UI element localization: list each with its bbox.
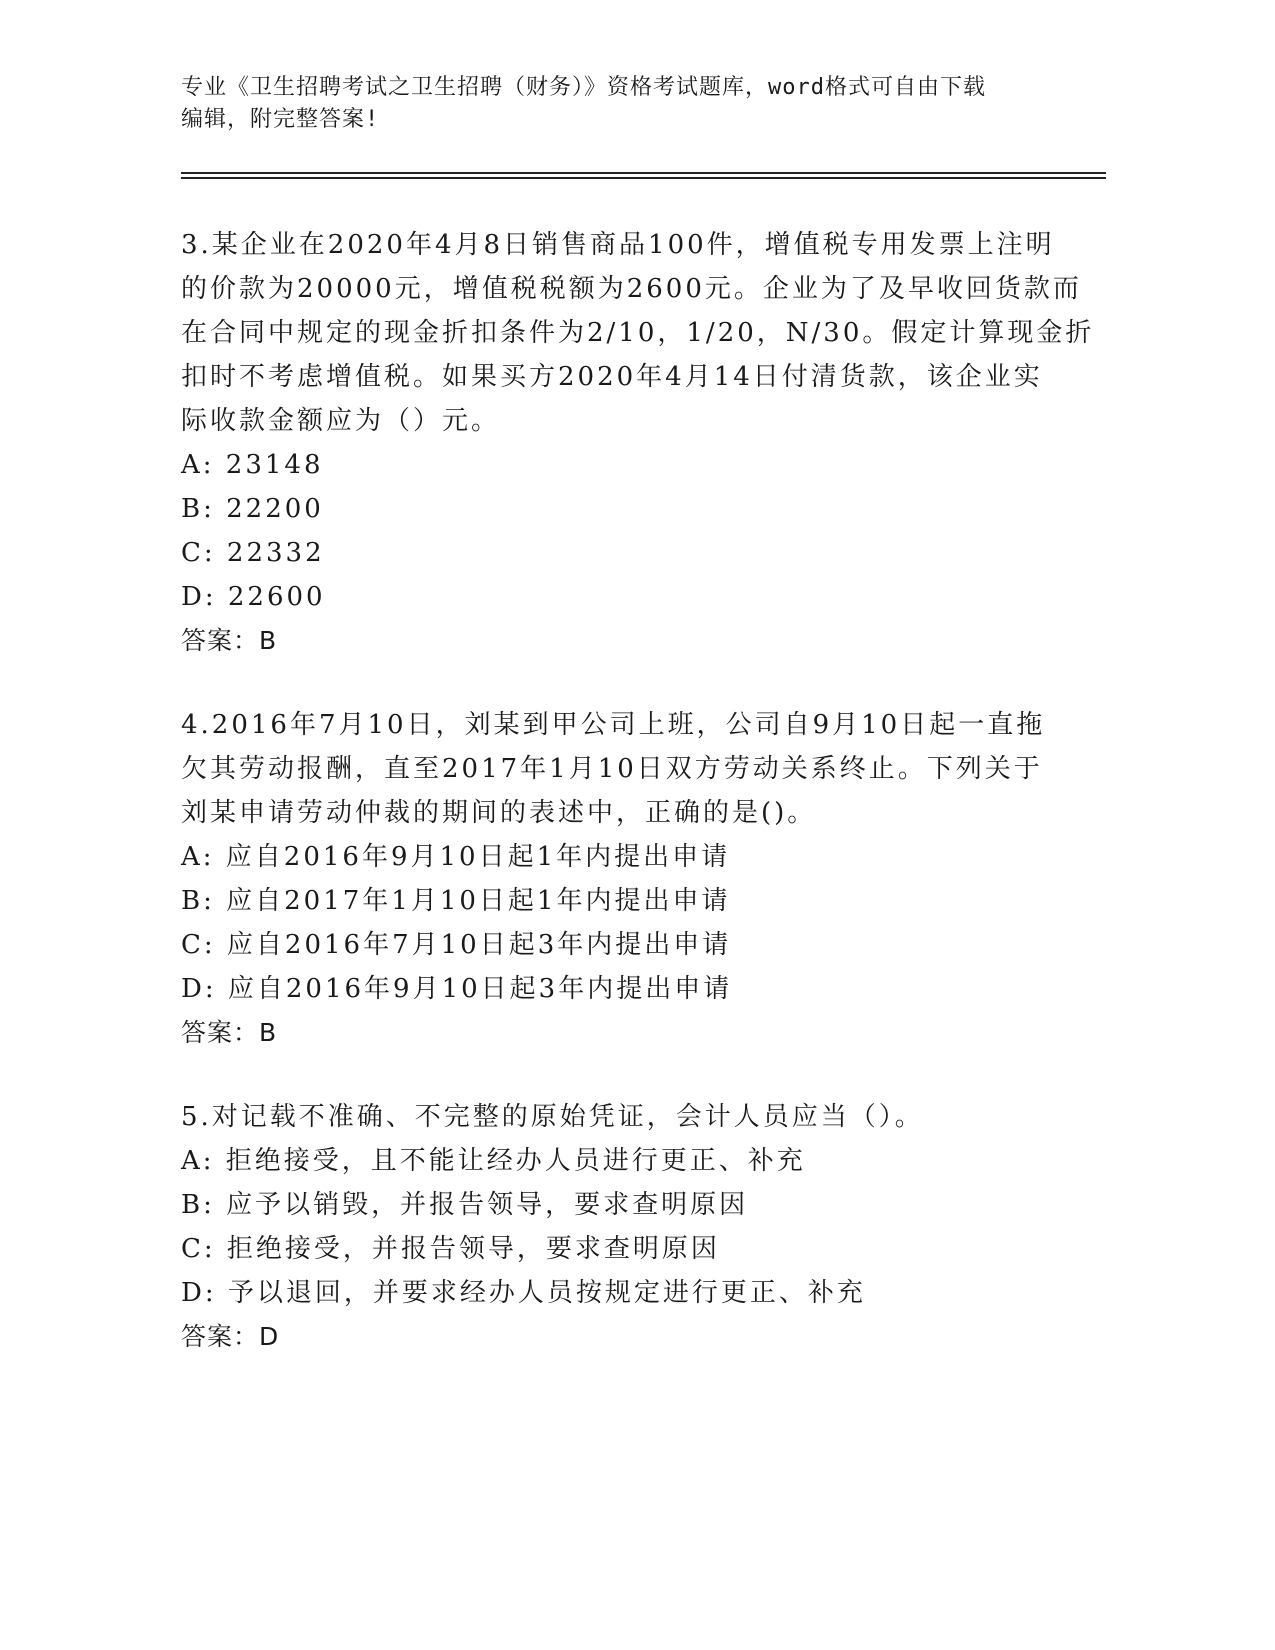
option-a: A: 拒绝接受，且不能让经办人员进行更正、补充	[181, 1146, 806, 1176]
question-5	[181, 1095, 1041, 1359]
option-b: B: 应自2017年1月10日起1年内提出申请	[181, 886, 731, 916]
option-b: B: 22200	[181, 494, 324, 524]
header-divider-bottom	[181, 177, 1106, 179]
question-stem-line: 扣时不考虑增值税。如果买方2020年4月14日付清货款，该企业实	[181, 362, 1043, 392]
option-d: D: 应自2016年9月10日起3年内提出申请	[181, 974, 733, 1004]
question-stem-line: 刘某申请劳动仲裁的期间的表述中，正确的是()。	[181, 798, 817, 828]
question-stem-line: 欠其劳动报酬，直至2017年1月10日双方劳动关系终止。下列关于	[181, 754, 1043, 784]
option-a: A: 应自2016年9月10日起1年内提出申请	[181, 842, 731, 872]
question-stem-line: 4.2016年7月10日，刘某到甲公司上班，公司自9月10日起一直拖	[181, 710, 1046, 740]
question-stem	[181, 223, 1095, 443]
question-3	[181, 223, 1095, 663]
question-stem-line: 的价款为20000元，增值税税额为2600元。企业为了及早收回货款而	[181, 274, 1082, 304]
answer-line: 答案：B	[181, 626, 278, 655]
option-b: B: 应予以销毁，并报告领导，要求查明原因	[181, 1190, 749, 1220]
question-stem-line: 际收款金额应为（）元。	[181, 406, 501, 436]
question-4	[181, 703, 1046, 1055]
answer-line: 答案：D	[181, 1322, 280, 1351]
question-stem-line: 5.对记载不准确、不完整的原始凭证，会计人员应当（）。	[181, 1102, 924, 1132]
option-d: D: 予以退回，并要求经办人员按规定进行更正、补充	[181, 1278, 866, 1308]
header-line-1: 专业《卫生招聘考试之卫生招聘（财务）》资格考试题库，word格式可自由下载	[181, 75, 986, 100]
header-line-2: 编辑，附完整答案!	[181, 107, 380, 132]
answer-line: 答案：B	[181, 1018, 278, 1047]
option-d: D: 22600	[181, 582, 326, 612]
document-header	[181, 72, 1061, 136]
option-c: C: 22332	[181, 538, 325, 568]
option-c: C: 应自2016年7月10日起3年内提出申请	[181, 930, 732, 960]
header-divider-top	[181, 172, 1106, 174]
question-stem-line: 3.某企业在2020年4月8日销售商品100件，增值税专用发票上注明	[181, 230, 1055, 260]
option-c: C: 拒绝接受，并报告领导，要求查明原因	[181, 1234, 720, 1264]
question-stem	[181, 703, 1046, 835]
question-stem-line: 在合同中规定的现金折扣条件为2/10，1/20，N/30。假定计算现金折	[181, 318, 1095, 348]
option-a: A: 23148	[181, 450, 324, 480]
question-stem	[181, 1095, 1041, 1139]
